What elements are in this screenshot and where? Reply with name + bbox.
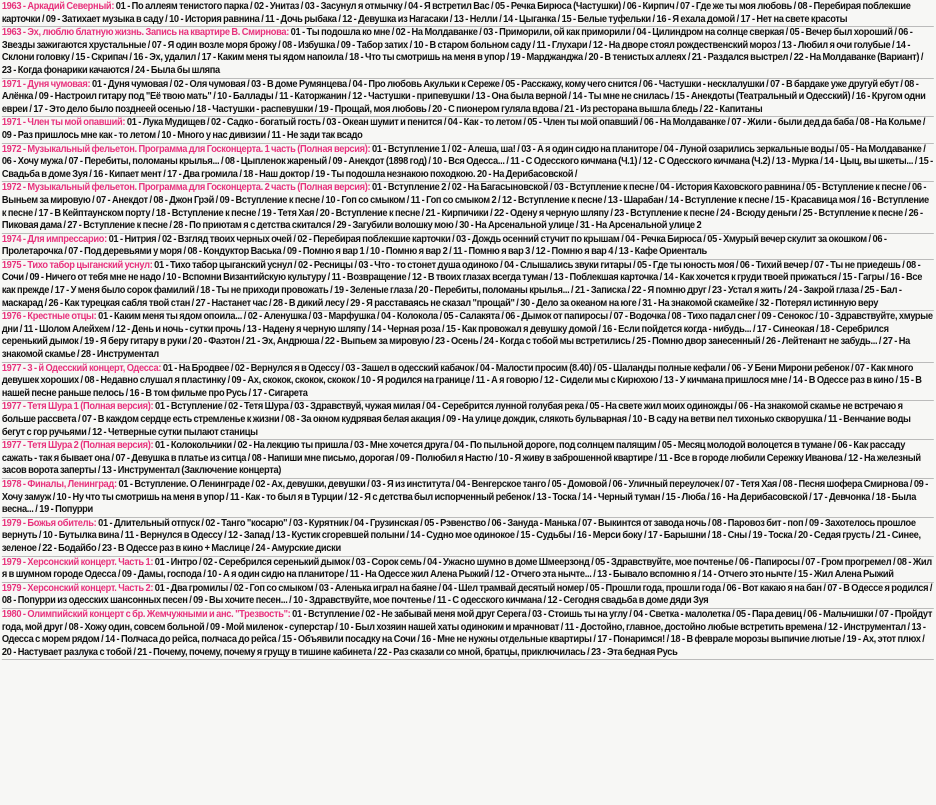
album-entry: 1975 - Тихо табор цыганский уснул: 01 - Тихо табор цыганский уснул / 02 - Ресницы / 03 - Что - то стонет душа одиноко / 04 - Слышались звуки гитары / 05 - Где ты юность моя / 06 - Тихий вечер / 07 - Ты не приедешь / 08 - Сочи / 09 - Ничего от тебя мне не надо / 10 - Вспомни Византийскую культуру / 11 - Возвращение / 12 - В твоих глазах всегда туман / 13 - Поблекшая карточка / 14 - Как хочется к груди твоей прижаться / 15 - Гагры / 16 - Все как прежде / 17 - У меня было сорок фамилий / 18 - Ты не приходи провожать / 19 - Зеленые глаза / 20 - Перебиты, поломаны крылья... / 21 - Записка / 22 - Я помню друг / 23 - Устал я жить / 24 - Закрой глаза / 25 - Бал - маскарад / 26 - Как турецкая сабля твой стан / 27 - Настанет час / 28 - В дикий лесу / 29 - Я расставаясь не сказал "прощай" / 30 - Дело за океаном на юге / 31 - На знакомой скамейке / 32 - Потерял истинную веру (2, 260, 934, 311)
track-list: 01 - Колокольчики / 02 - На лекцию ты пришла / 03 - Мне хочется друга / 04 - По пыльной дороге, под солнцем палящим / 05 - Месяц молодой волоцется в тумане / 06 - Как рассаду сажать - так я бывает она / 07 - Девушка в платье из ситца / 08 - Напиши мне письмо, дорогая / 09 - Полюбил я Настю / 10 - Я живу в заброшенной квартире / 11 - Все в городе любили Сережку Иванова / 12 - На железный засов ворота заперты / 13 - Инструментал (Заключение концерта) (1, 440, 921, 477)
track-list: 01 - Тихо табор цыганский уснул / 02 - Ресницы / 03 - Что - то стонет душа одиноко / 04 - Слышались звуки гитары / 05 - Где ты юность моя / 06 - Тихий вечер / 07 - Ты не приедешь / 08 - Сочи / 09 - Ничего от тебя мне не надо / 10 - Вспомни Византийскую культуру / 11 - Возвращение / 12 - В твоих глазах всегда туман / 13 - Поблекшая карточка / 14 - Как хочется к груди твоей прижаться / 15 - Гагры / 16 - Все как прежде / 17 - У меня было сорок фамилий / 18 - Ты не приходи провожать / 19 - Зеленые глаза / 20 - Перебиты, поломаны крылья... / 21 - Записка / 22 - Я помню друг / 23 - Устал я жить / 24 - Закрой глаза / 25 - Бал - маскарад / 26 - Как турецкая сабля твой стан / 27 - Настанет час / 28 - В дикий лесу / 29 - Я расставаясь не сказал "прощай" / 30 - Дело за океаном на юге / 31 - На знакомой скамейке / 32 - Потерял истинную веру (1, 259, 923, 309)
album-title: 1972 - Музыкальный фельетон. Программа для Госконцерта. 1 часть (Полная версия) (1, 143, 368, 155)
album-entry: 1972 - Музыкальный фельетон. Программа для Госконцерта. 1 часть (Полная версия): 01 - Вступление 1 / 02 - Алеша, ша! / 03 - А я один сидю на планиторе / 04 - Луной озарились зеркальные воды / 05 - На Молдаванке / 06 - Хочу мужа / 07 - Перебиты, поломаны крылья... / 08 - Цыпленок жареный / 09 - Анекдот (1898 год) / 10 - Вся Одесса... / 11 - С Одесского кичмана (Ч.1) / 12 - С Одесского кичмана (Ч.2) / 13 - Мурка / 14 - Цыц, вы шкеты... / 15 - Свадьба в доме Зуя / 16 - Кипает мент / 17 - Два громила / 18 - Наш доктор / 19 - Ты подошла незнакою походкою. 20 - На Дерибасовской / (2, 144, 934, 183)
track-list: 01 - Длительный отпуск / 02 - Танго "косарю" / 03 - Курятник / 04 - Грузинская / 05 - Рэвенство / 06 - Зануда - Манька / 07 - Выкинтся от завода ночь / 08 - Паровоз бит - поп / 09 - Захотелось прошлое вернуть / 10 - Бутылка вина / 11 - Вернулся в Одессу / 12 - Запад / 13 - Кустик сгоревшей полыни / 14 - Судно мое одинокое / 15 - Судьбы / 16 - Мерси боку / 17 - Барышни / 18 - Сны / 19 - Тоска / 20 - Седая грусть / 21 - Синее, зеленое / 22 - Бодайбо / 23 - В Одессе раз в кино + Маслице / 24 - Амурские диски (1, 517, 921, 554)
album-title: 1977 - Тетя Шура 2 (Полная версия) (1, 440, 151, 452)
album-entry: 1978 - Финалы, Ленинград: 01 - Вступление. О Ленинграде / 02 - Ах, девушки, девушки / 03 - Я из института / 04 - Венгерское танго / 05 - Домовой / 06 - Уличный переулочек / 07 - Тетя Хая / 08 - Песня шофера Смирнова / 09 - Хочу замуж / 10 - Ну что ты смотришь на меня в упор / 11 - Как - то был я в Турции / 12 - Я с детства был испорченный ребенок / 13 - Тоска / 14 - Черный туман / 15 - Люба / 16 - На Дерибасовской / 17 - Девчонка / 18 - Была весна... / 19 - Попурри (2, 479, 934, 518)
album-title: 1972 - Музыкальный фельетон. Программа для Госконцерта. 2 часть (Полная версия) (1, 182, 368, 194)
album-title: 1979 - Божья обитель (1, 517, 94, 529)
track-list: 01 - По аллеям тенистого парка / 02 - Унитаз / 03 - Засунул я отмычку / 04 - Я встретил Вас / 05 - Речка Бирюса (Частушки) / 06 - Кирпич / 07 - Где же ты моя любовь / 08 - Перебирая поблекшие карточки / 09 - Затихает музыка в саду / 10 - История равнина / 11 - Дочь рыбака / 12 - Девушка из Нагасаки / 13 - Нелли / 14 - Цыганка / 15 - Белые туфельки / 16 - Я ехала домой / 17 - Нет на свете красоты (1, 1, 911, 25)
album-entry: 1974 - Для импрессарио: 01 - Нитрия / 02 - Взгляд твоих черных очей / 02 - Перебирая поблекшие карточки / 03 - Дождь осенний стучит по крышам / 04 - Речка Бирюса / 05 - Хмурый вечер скулит за окошком / 06 - Пролетарочка / 07 - Под деревьями у моря / 08 - Кондуктор Васька / 09 - Помню я вар 1 / 10 - Помню я вар 2 / 11 - Помню я вар 3 / 12 - Помню я вар 4 / 13 - Кафе Ориенталь (2, 234, 934, 260)
album-title: 1979 - Херсонский концерт. Часть 1 (1, 556, 151, 568)
album-entry: 1979 - Херсонский концерт. Часть 1: 01 - Интро / 02 - Серебрился серенький дымок / 03 - Сорок семь / 04 - Ужасно шумно в доме Шмеерзонд / 05 - Здравствуйте, мое почтенье / 06 - Папиросы / 07 - Гром прогремел / 08 - Жил я в шумном городе Одесса / 09 - Дамы, господа / 10 - А я один сидю на планиторе / 11 - На Одессе жил Алена Рыжий / 12 - Отчего эта нычте... / 13 - Бывало вспомню я / 14 - Отчего это нычте / 15 - Жил Алена Рыжий (2, 557, 934, 583)
track-list: 01 - Вступление / 02 - Не забывай меня мой друг Серега / 03 - Стоишь ты на углу / 04 - Светка - малолетка / 05 - Пара девиц / 06 - Мальчишки / 07 - Пройдут года, мой друг / 08 - Хожу один, совсем больной / 09 - Мой миленок - суперстар / 10 - Был хозяин нашей хаты одиноким и мрачноват / 11 - Достойно, главное, достойно любые встретить времена / 12 - Инструментал / 13 - Одесса с морем рядом / 14 - Полчаса до рейса, полчаса до рейса / 15 - Объявили посадку на Сочи / 16 - Мне не нужны отдельные квартиры / 17 - Понаримся! / 18 - В феврале морозы выпичие лютые / 19 - Ах, этот плюх / 20 - Настувает разлука с тобой / 21 - Почему, почему, почему я грущу в тишине кабинета / 22 - Раз сказали со мной, братцы, приключилась / 23 - Эта бедная Русь (1, 608, 933, 658)
album-entry: 1977 - 3 - й Одесский концерт, Одесса: 01 - На Бродвее / 02 - Вернулся я в Одессу / 03 - Зашел в одесский кабачок / 04 - Малости просим (8.40) / 05 - Шаланды полные кефали / 06 - У Бени Мирони ребенок / 07 - Как много девушек хороших / 08 - Недавно слушал я пластинку / 09 - Ах, скокок, скокок, скокок / 10 - Я родился на границе / 11 - А я говорю / 12 - Сидели мы с Кирюхою / 13 - У кичмана пришлося мне / 14 - В Одессе раз в кино / 15 - В нашей песне раньше пелось / 16 - В том фильме про Русь / 17 - Сигарета (2, 363, 934, 402)
album-title: 1979 - Херсонский концерт. Часть 2 (1, 582, 151, 594)
track-list: 01 - Нитрия / 02 - Взгляд твоих черных очей / 02 - Перебирая поблекшие карточки / 03 - Дождь осенний стучит по крышам / 04 - Речка Бирюса / 05 - Хмурый вечер скулит за окошком / 06 - Пролетарочка / 07 - Под деревьями у моря / 08 - Кондуктор Васька / 09 - Помню я вар 1 / 10 - Помню я вар 2 / 11 - Помню я вар 3 / 12 - Помню я вар 4 / 13 - Кафе Ориенталь (1, 233, 887, 258)
album-entry: 1963 - Эх, люблю блатную жизнь. Запись на квартире В. Смирнова: 01 - Ты подошла ко мне / 02 - На Молдаванке / 03 - Приморили, ой как приморили / 04 - Цилиндром на солнце сверкая / 05 - Вечер был хороший / 06 - Звезды зажигаются хрустальные / 07 - Я один возле моря брожу / 08 - Избушка / 09 - Табор затих / 10 - В старом больном саду / 11 - Глухари / 12 - На дворе стоял рождественский мороз / 13 - Любил я очи голубые / 14 - Склони головку / 15 - Скрипач / 16 - Эх, удалил / 17 - Каким меня ты ядом напоила / 18 - Что ты смотришь на меня в упор / 19 - Марджанджа / 20 - В тенистых аллеях / 21 - Раздался выстрел / 22 - На Молдаванке (Вариант) / 23 - Когда фонарики качаются / 24 - Была бы шляпа (2, 27, 934, 78)
album-title: 1974 - Для импрессарио (1, 233, 105, 245)
album-title: 1980 - Олимпийский концерт с бр. Жемчужными и анс. "Трезвость" (1, 608, 288, 620)
album-title: 1963 - Аркадий Северный (1, 1, 112, 12)
track-list: 01 - Два громилы / 02 - Гоп со смыком / 03 - Аленька играл на баяне / 04 - Шел трамвай десятый номер / 05 - Прошли года, прошли года / 06 - Вот какаю я на бан / 07 - В Одессе я родился / 08 - Попурри из одесских шансонных песен / 09 - Вы хочите песен... / 10 - Здравствуйте, мое почтенье / 11 - С одесского кичмана / 12 - Сегодня свадьба в доме дяди Зуя (1, 582, 933, 607)
track-list: 01 - Лука Мудищев / 02 - Садко - богатый гость / 03 - Океан шумит и пенится / 04 - Как - то летом / 05 - Член ты мой опавший / 06 - На Молдаванке / 07 - Жили - были дед да баба / 08 - На Кольме / 09 - Раз пришлось мне как - то летом / 10 - Много у нас дивизии / 11 - Не зади так всадо (1, 117, 926, 141)
album-entry: 1976 - Крестные отцы: 01 - Каким меня ты ядом опоила... / 02 - Аленушка / 03 - Марфушка / 04 - Колокола / 05 - Салакята / 06 - Дымок от папиросы / 07 - Водочка / 08 - Тихо падал снег / 09 - Сенокос / 10 - Здравствуйте, хмурые дни / 11 - Шолом Алейхем / 12 - День и ночь - сутки прочь / 13 - Надену я черную шляпу / 14 - Черная роза / 15 - Как провожал я девушку домой / 16 - Если пойдется когда - нибудь... / 17 - Синеокая / 18 - Серебрился серенький дымок / 19 - Я беру гитару в руки / 20 - Фаэтон / 21 - Эх, Андрюша / 22 - Выпьем за мировую / 23 - Осень / 24 - Когда с тобой мы встретились / 25 - Помню двор занесенный / 26 - Лейтенант не забудь... / 27 - На знакомой скамье / 28 - Инструментал (2, 311, 934, 362)
album-entry: 1963 - Аркадий Северный: 01 - По аллеям тенистого парка / 02 - Унитаз / 03 - Засунул я отмычку / 04 - Я встретил Вас / 05 - Речка Бирюса (Частушки) / 06 - Кирпич / 07 - Где же ты моя любовь / 08 - Перебирая поблекшие карточки / 09 - Затихает музыка в саду / 10 - История равнина / 11 - Дочь рыбака / 12 - Девушка из Нагасаки / 13 - Нелли / 14 - Цыганка / 15 - Белые туфельки / 16 - Я ехала домой / 17 - Нет на свете красоты (2, 1, 934, 27)
album-title: 1977 - 3 - й Одесский концерт, Одесса (1, 362, 159, 374)
album-title: 1977 - Тетя Шура 1 (Полная версия) (1, 401, 151, 413)
album-entry: 1977 - Тетя Шура 2 (Полная версия): 01 - Колокольчики / 02 - На лекцию ты пришла / 03 - Мне хочется друга / 04 - По пыльной дороге, под солнцем палящим / 05 - Месяц молодой волоцется в тумане / 06 - Как рассаду сажать - так я бывает она / 07 - Девушка в платье из ситца / 08 - Напиши мне письмо, дорогая / 09 - Полюбил я Настю / 10 - Я живу в заброшенной квартире / 11 - Все в городе любили Сережку Иванова / 12 - На железный засов ворота заперты / 13 - Инструментал (Заключение концерта) (2, 440, 934, 479)
album-entry: 1971 - Дуня чумовая: 01 - Дуня чумовая / 02 - Оля чумовая / 03 - В доме Румянцева / 04 - Про любовь Акульки к Сереже / 05 - Расскажу, кому чего снится / 06 - Частушки - несклалушки / 07 - В бардаке уже другуй ебут / 08 - Алёнка / 09 - Настроил гитару под "Её твою мать" / 10 - Баллады / 11 - Каторжанин / 12 - Частушки - припевушки / 13 - Она была верной / 14 - Ты мне не снилась / 15 - Анекдоты (Театральный и Одесский) / 16 - Кругом одни евреи / 17 - Это дело было позднеей осенью / 18 - Частушки - распевушки / 19 - Прощай, моя любовь / 20 - С пионером гуляла вдова / 21 - Из ресторана вышла бледь / 22 - Капитаны (2, 79, 934, 118)
album-entry: 1980 - Олимпийский концерт с бр. Жемчужными и анс. "Трезвость": 01 - Вступление / 02 - Не забывай меня мой друг Серега / 03 - Стоишь ты на углу / 04 - Светка - малолетка / 05 - Пара девиц / 06 - Мальчишки / 07 - Пройдут года, мой друг / 08 - Хожу один, совсем больной / 09 - Мой миленок - суперстар / 10 - Был хозяин нашей хаты одиноким и мрачноват / 11 - Достойно, главное, достойно любые встретить времена / 12 - Инструментал / 13 - Одесса с морем рядом / 14 - Полчаса до рейса, полчаса до рейса / 15 - Объявили посадку на Сочи / 16 - Мне не нужны отдельные квартиры / 17 - Понаримся! / 18 - В феврале морозы выпичие лютые / 19 - Ах, этот плюх / 20 - Настувает разлука с тобой / 21 - Почему, почему, почему я грущу в тишине кабинета / 22 - Раз сказали со мной, братцы, приключилась / 23 - Эта бедная Русь (2, 609, 934, 660)
album-entry: 1972 - Музыкальный фельетон. Программа для Госконцерта. 2 часть (Полная версия): 01 - Вступление 2 / 02 - На Багасыновской / 03 - Вступление к песне / 04 - История Каховского равнина / 05 - Вступление к песне / 06 - Выньем за мировую / 07 - Анекдот / 08 - Джон Грэй / 09 - Вступление к песне / 10 - Гоп со смыком / 11 - Гоп со смыком 2 / 12 - Вступление к песне / 13 - Шарабан / 14 - Вступление к песне / 15 - Красавица моя / 16 - Вступление к песне / 17 - В Кейптаунском порту / 18 - Вступление к песне / 19 - Тетя Хая / 20 - Вступление к песне / 21 - Кирпичики / 22 - Одену я черную шляпу / 23 - Вступление к песне / 24 - Всюду деньги / 25 - Вступление к песне / 26 - Пиковая дама / 27 - Вступление к песне / 28 - По приютам я с детства скитался / 29 - Загубили волошку мою / 30 - На Арсенальной улице / 31 - На Арсенальной улице 2 (2, 182, 934, 233)
track-list: 01 - Дуня чумовая / 02 - Оля чумовая / 03 - В доме Румянцева / 04 - Про любовь Акульки к Сереже / 05 - Расскажу, кому чего снится / 06 - Частушки - несклалушки / 07 - В бардаке уже другуй ебут / 08 - Алёнка / 09 - Настроил гитару под "Её твою мать" / 10 - Баллады / 11 - Каторжанин / 12 - Частушки - припевушки / 13 - Она была верной / 14 - Ты мне не снилась / 15 - Анекдоты (Театральный и Одесский) / 16 - Кругом одни евреи / 17 - Это дело было позднеей осенью / 18 - Частушки - распевушки / 19 - Прощай, моя любовь / 20 - С пионером гуляла вдова / 21 - Из ресторана вышла бледь / 22 - Капитаны (1, 78, 926, 115)
album-entry: 1971 - Член ты мой опавший: 01 - Лука Мудищев / 02 - Садко - богатый гость / 03 - Океан шумит и пенится / 04 - Как - то летом / 05 - Член ты мой опавший / 06 - На Молдаванке / 07 - Жили - были дед да баба / 08 - На Кольме / 09 - Раз пришлось мне как - то летом / 10 - Много у нас дивизии / 11 - Не зади так всадо (2, 117, 934, 143)
track-list: 01 - На Бродвее / 02 - Вернулся я в Одессу / 03 - Зашел в одесский кабачок / 04 - Малости просим (8.40) / 05 - Шаланды полные кефали / 06 - У Бени Мирони ребенок / 07 - Как много девушек хороших / 08 - Недавно слушал я пластинку / 09 - Ах, скокок, скокок, скокок / 10 - Я родился на границе / 11 - А я говорю / 12 - Сидели мы с Кирюхою / 13 - У кичмана пришлося мне / 14 - В Одессе раз в кино / 15 - В нашей песне раньше пелось / 16 - В том фильме про Русь / 17 - Сигарета (1, 362, 922, 399)
album-entry: 1979 - Херсонский концерт. Часть 2: 01 - Два громилы / 02 - Гоп со смыком / 03 - Аленька играл на баяне / 04 - Шел трамвай десятый номер / 05 - Прошли года, прошли года / 06 - Вот какаю я на бан / 07 - В Одессе я родился / 08 - Попурри из одесских шансонных песен / 09 - Вы хочите песен... / 10 - Здравствуйте, мое почтенье / 11 - С одесского кичмана / 12 - Сегодня свадьба в доме дяди Зуя (2, 583, 934, 609)
album-title: 1971 - Член ты мой опавший (1, 117, 123, 129)
track-list: 01 - Вступление. О Ленинграде / 02 - Ах, девушки, девушки / 03 - Я из института / 04 - Венгерское танго / 05 - Домовой / 06 - Уличный переулочек / 07 - Тетя Хая / 08 - Песня шофера Смирнова / 09 - Хочу замуж / 10 - Ну что ты смотришь на меня в упор / 11 - Как - то был я в Турции / 12 - Я с детства был испорченный ребенок / 13 - Тоска / 14 - Черный туман / 15 - Люба / 16 - На Дерибасовской / 17 - Девчонка / 18 - Была весна... / 19 - Попурри (1, 478, 928, 516)
album-title: 1971 - Дуня чумовая (1, 78, 88, 90)
album-title: 1976 - Крестные отцы (1, 311, 94, 323)
track-list: 01 - Вступление / 02 - Тетя Шура / 03 - Здравствуй, чужая милая / 04 - Серебрится лунной голубая река / 05 - На свете жил моих одиножды / 06 - На знакомой скамье не встречаю я больше рассвета / 07 - В каждом сердце есть стремленье к жизни / 08 - За окном кудрявая белая акация / 09 - На улице дождик, слякоть бульварная / 10 - В саду на ветви пел тихонько скворушка / 11 - Венчание воды бегут с гор ручьями / 12 - Четверные сутки пылают станицы (1, 401, 911, 438)
album-entry: 1977 - Тетя Шура 1 (Полная версия): 01 - Вступление / 02 - Тетя Шура / 03 - Здравствуй, чужая милая / 04 - Серебрится лунной голубая река / 05 - На свете жил моих одиножды / 06 - На знакомой скамье не встречаю я больше рассвета / 07 - В каждом сердце есть стремленье к жизни / 08 - За окном кудрявая белая акация / 09 - На улице дождик, слякоть бульварная / 10 - В саду на ветви пел тихонько скворушка / 11 - Венчание воды бегут с гор ручьями / 12 - Четверные сутки пылают станицы (2, 401, 934, 440)
track-list: 01 - Вступление 1 / 02 - Алеша, ша! / 03 - А я один сидю на планиторе / 04 - Луной озарились зеркальные воды / 05 - На Молдаванке / 06 - Хочу мужа / 07 - Перебиты, поломаны крылья... / 08 - Цыпленок жареный / 09 - Анекдот (1898 год) / 10 - Вся Одесса... / 11 - С Одесского кичмана (Ч.1) / 12 - С Одесского кичмана (Ч.2) / 13 - Мурка / 14 - Цыц, вы шкеты... / 15 - Свадьба в доме Зуя / 16 - Кипает мент / 17 - Два громила / 18 - Наш доктор / 19 - Ты подошла незнакою походкою. 20 - На Дерибасовской / (1, 143, 933, 180)
album-title: 1975 - Тихо табор цыганский уснул (1, 259, 150, 271)
album-entry: 1979 - Божья обитель: 01 - Длительный отпуск / 02 - Танго "косарю" / 03 - Курятник / 04 - Грузинская / 05 - Рэвенство / 06 - Зануда - Манька / 07 - Выкинтся от завода ночь / 08 - Паровоз бит - поп / 09 - Захотелось прошлое вернуть / 10 - Бутылка вина / 11 - Вернулся в Одессу / 12 - Запад / 13 - Кустик сгоревшей полыни / 14 - Судно мое одинокое / 15 - Судьбы / 16 - Мерси боку / 17 - Барышни / 18 - Сны / 19 - Тоска / 20 - Седая грусть / 21 - Синее, зеленое / 22 - Бодайбо / 23 - В Одессе раз в кино + Маслице / 24 - Амурские диски (2, 518, 934, 557)
track-list: 01 - Интро / 02 - Серебрился серенький дымок / 03 - Сорок семь / 04 - Ужасно шумно в доме Шмеерзонд / 05 - Здравствуйте, мое почтенье / 06 - Папиросы / 07 - Гром прогремел / 08 - Жил я в шумном городе Одесса / 09 - Дамы, господа / 10 - А я один сидю на планиторе / 11 - На Одессе жил Алена Рыжий / 12 - Отчего эта нычте... / 13 - Бывало вспомню я / 14 - Отчего это нычте / 15 - Жил Алена Рыжий (1, 556, 932, 581)
album-title: 1963 - Эх, люблю блатную жизнь. Запись на квартире В. Смирнова (1, 27, 287, 39)
track-list: 01 - Вступление 2 / 02 - На Багасыновской / 03 - Вступление к песне / 04 - История Каховского равнина / 05 - Вступление к песне / 06 - Выньем за мировую / 07 - Анекдот / 08 - Джон Грэй / 09 - Вступление к песне / 10 - Гоп со смыком / 11 - Гоп со смыком 2 / 12 - Вступление к песне / 13 - Шарабан / 14 - Вступление к песне / 15 - Красавица моя / 16 - Вступление к песне / 17 - В Кейптаунском порту / 18 - Вступление к песне / 19 - Тетя Хая / 20 - Вступление к песне / 21 - Кирпичики / 22 - Одену я черную шляпу / 23 - Вступление к песне / 24 - Всюду деньги / 25 - Вступление к песне / 26 - Пиковая дама / 27 - Вступление к песне / 28 - По приютам я с детства скитался / 29 - Загубили волошку мою / 30 - На Арсенальной улице / 31 - На Арсенальной улице 2 (1, 182, 929, 232)
track-list: 01 - Ты подошла ко мне / 02 - На Молдаванке / 03 - Приморили, ой как приморили / 04 - Цилиндром на солнце сверкая / 05 - Вечер был хороший / 06 - Звезды зажигаются хрустальные / 07 - Я один возле моря брожу / 08 - Избушка / 09 - Табор затих / 10 - В старом больном саду / 11 - Глухари / 12 - На дворе стоял рождественский мороз / 13 - Любил я очи голубые / 14 - Склони головку / 15 - Скрипач / 16 - Эх, удалил / 17 - Каким меня ты ядом напоила / 18 - Что ты смотришь на меня в упор / 19 - Марджанджа / 20 - В тенистых аллеях / 21 - Раздался выстрел / 22 - На Молдаванке (Вариант) / 23 - Когда фонарики качаются / 24 - Была бы шляпа (1, 27, 924, 76)
track-list: 01 - Каким меня ты ядом опоила... / 02 - Аленушка / 03 - Марфушка / 04 - Колокола / 05 - Салакята / 06 - Дымок от папиросы / 07 - Водочка / 08 - Тихо падал снег / 09 - Сенокос / 10 - Здравствуйте, хмурые дни / 11 - Шолом Алейхем / 12 - День и ночь - сутки прочь / 13 - Надену я черную шляпу / 14 - Черная роза / 15 - Как провожал я девушку домой / 16 - Если пойдется когда - нибудь... / 17 - Синеокая / 18 - Серебрился серенький дымок / 19 - Я беру гитару в руки / 20 - Фаэтон / 21 - Эх, Андрюша / 22 - Выпьем за мировую / 23 - Осень / 24 - Когда с тобой мы встретились / 25 - Помню двор занесенный / 26 - Лейтенант не забудь... / 27 - На знакомой скамье / 28 - Инструментал (1, 311, 933, 361)
album-title: 1978 - Финалы, Ленинград (1, 478, 114, 490)
